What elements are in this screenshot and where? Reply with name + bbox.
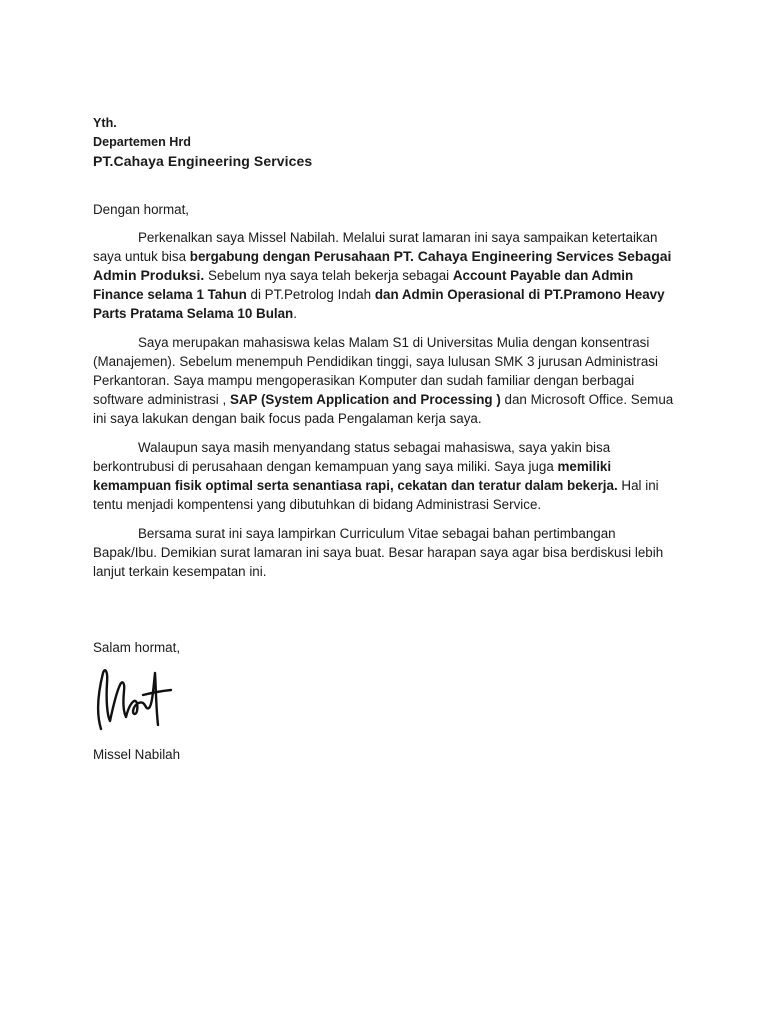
paragraph-text: dan Microsoft Office. Semua ini saya lakukan dengan baik focus pada Pengalaman kerja saya. [93,392,674,426]
skill-sap: SAP (System Application and Processing ) [229,392,501,407]
cover-letter [93,114,683,764]
previous-job-2: dan Admin Operasional di PT.Pramono Heavy Parts Pratama Selama 10 Bulan [93,287,665,321]
paragraph-text: di PT.Petrolog Indah [246,287,375,302]
recipient-department: Departemen Hrd [93,135,191,149]
recipient-block [93,114,683,171]
paragraph-qualities [93,438,683,514]
position-applied: PT. Cahaya Engineering Services Sebagai Admin Produksi. [93,248,672,283]
paragraph-text: . [293,306,297,321]
paragraph-bold-text: bergabung dengan Perusahaan [189,249,394,264]
paragraph-introduction [93,228,683,323]
paragraph-closing [93,524,683,581]
paragraph-text: Walaupun saya masih menyandang status sebagai mahasiswa, saya yakin bisa berkontrubusi di perusahaan dengan kemampuan yang saya miliki. Saya juga [93,440,611,474]
paragraph-text: Bersama surat ini saya lampirkan Curriculum Vitae sebagai bahan pertimbangan Bapak/Ibu. Demikian surat lamaran ini saya buat. Besar harapan saya agar bisa berdiskusi lebih lanjut terkain kesempatan ini. [93,526,664,579]
paragraph-text: Saya merupakan mahasiswa kelas Malam S1 di Universitas Mulia dengan konsentrasi (Manajemen). Sebelum menempuh Pendidikan tinggi, saya lulusan SMK 3 jurusan Administrasi Perkantoran. Saya mampu mengoperasikan Komputer dan sudah familiar dengan berbagai software administrasi , [93,335,658,407]
greeting: Dengan hormat, [93,202,190,217]
closing-salutation: Salam hormat, [93,640,181,655]
recipient-company: PT.Cahaya Engineering Services [93,153,313,169]
previous-job-1: Account Payable dan Admin Finance selama 1 Tahun [93,268,634,302]
paragraph-text: Hal ini tentu menjadi kompentensi yang dibutuhkan di bidang Administrasi Service. [93,478,659,512]
handwritten-signature [93,665,178,735]
paragraph-text: Perkenalkan saya Missel Nabilah. Melalui surat lamaran ini saya sampaikan ketertaikan saya untuk bisa [93,230,658,264]
paragraph-education [93,333,683,428]
recipient-salutation: Yth. [93,116,117,130]
signer-name: Missel Nabilah [93,747,181,762]
personal-qualities: memiliki kemampuan fisik optimal serta senantiasa rapi, cekatan dan teratur dalam bekerja. [93,459,618,493]
paragraph-text: Sebelum nya saya telah bekerja sebagai [204,268,453,283]
